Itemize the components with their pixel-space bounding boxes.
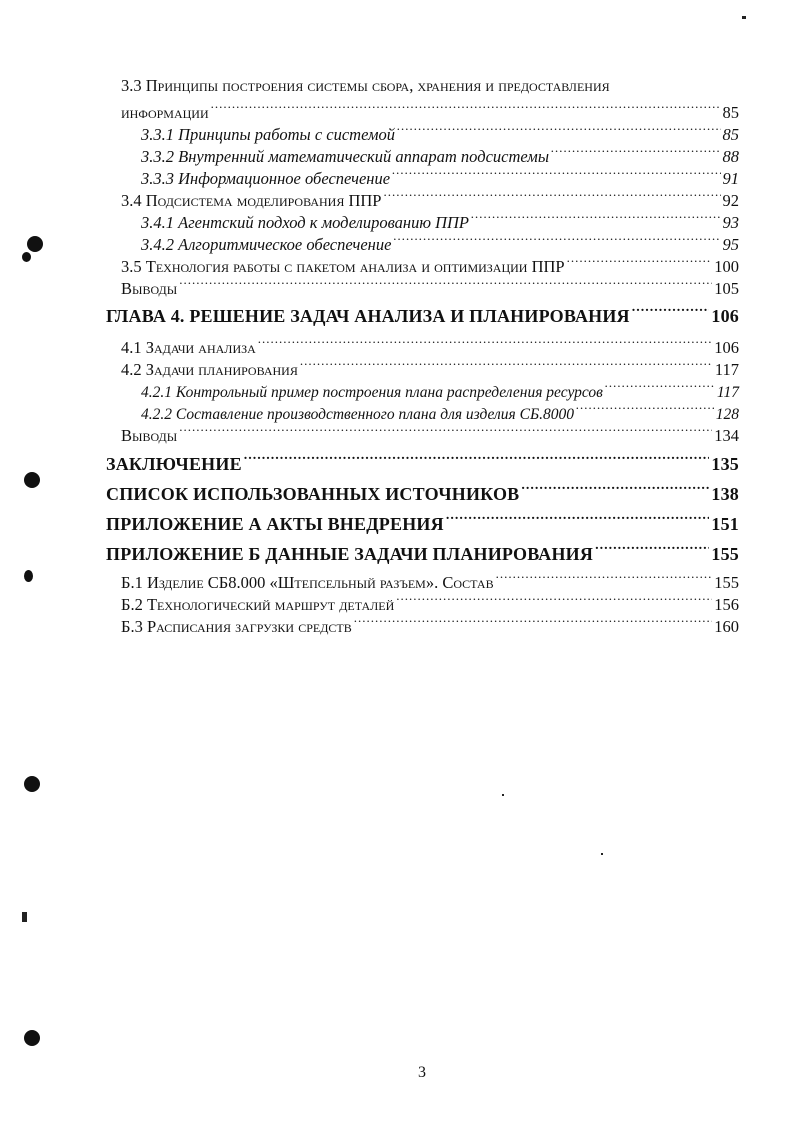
scan-speck (24, 570, 33, 582)
toc-entry-label: Б.3 Расписания загрузки средств (121, 617, 352, 636)
toc-entry-label: ЗАКЛЮЧЕНИЕ (106, 454, 242, 474)
dot-leader (354, 612, 712, 632)
toc-references (106, 480, 739, 504)
toc-page-number: 92 (722, 191, 739, 210)
dot-leader (179, 421, 712, 441)
toc-entry-label: Выводы (121, 426, 178, 445)
toc-page-number: 117 (716, 384, 739, 401)
dot-leader (595, 540, 709, 560)
toc-page-number: 135 (711, 454, 739, 474)
dot-leader (179, 274, 712, 294)
toc-entry-label: 3.3.2 Внутренний математический аппарат подсистемы (141, 147, 549, 166)
toc-chapter-4 (106, 302, 739, 326)
dot-leader (605, 377, 715, 397)
toc-page-number: 105 (714, 279, 739, 298)
toc-entry-label: ГЛАВА 4. РЕШЕНИЕ ЗАДАЧ АНАЛИЗА И ПЛАНИРОВАНИЯ (106, 306, 630, 326)
scan-speck (742, 16, 746, 19)
toc-page-number: 134 (714, 426, 739, 445)
scan-speck (601, 853, 603, 855)
scan-speck (22, 912, 27, 922)
toc-page-number: 160 (714, 617, 739, 636)
dot-leader (392, 164, 720, 184)
binder-hole-mark (24, 1030, 40, 1046)
toc-entry-label: ПРИЛОЖЕНИЕ А АКТЫ ВНЕДРЕНИЯ (106, 514, 444, 534)
dot-leader (393, 230, 720, 250)
toc-entry-label: 3.3.3 Информационное обеспечение (141, 169, 391, 188)
toc-entry-label: 4.1 Задачи анализа (121, 338, 256, 357)
toc-entry-label: 3.4 Подсистема моделирования ППР (121, 191, 382, 210)
dot-leader (446, 510, 710, 530)
toc-page-number: 155 (711, 544, 739, 564)
toc-entry-label: Б.1 Изделие СБ8.000 «Штепсельный разъем». Состав (121, 573, 494, 592)
toc-page-number: 95 (722, 235, 739, 254)
toc-entry-3-3 (121, 76, 739, 96)
dot-leader (258, 333, 712, 353)
toc-page-number: 85 (722, 125, 739, 144)
dot-leader (211, 98, 721, 118)
binder-hole-mark (24, 472, 40, 488)
toc-entry-label: 4.2 Задачи планирования (121, 360, 298, 379)
toc-entry-b3 (121, 612, 739, 637)
scan-speck (22, 252, 31, 262)
toc-entry-label: Выводы (121, 279, 178, 298)
toc-conclusion (106, 450, 739, 474)
dot-leader (396, 590, 712, 610)
toc-entry-4-conclusions (121, 421, 739, 446)
toc-page-number: 128 (715, 406, 739, 423)
toc-appendix-a (106, 510, 739, 534)
toc-entry-3-conclusions (121, 274, 739, 299)
toc-page-number: 88 (722, 147, 739, 166)
toc-page-number: 91 (722, 169, 739, 188)
toc-page-number: 155 (714, 573, 739, 592)
toc-entry-label: информации (121, 103, 209, 122)
toc-entry-label: 4.2.1 Контрольный пример построения плана распределения ресурсов (141, 384, 603, 401)
dot-leader (576, 399, 714, 419)
toc-page-number: 151 (711, 514, 739, 534)
toc-entry-label: 3.3 Принципы построения системы сбора, хранения и предоставления (121, 76, 610, 95)
toc-page-number: 106 (711, 306, 739, 326)
toc-entry-label: 3.4.1 Агентский подход к моделированию ППР (141, 213, 469, 232)
dot-leader (397, 120, 720, 140)
toc-page-number: 156 (714, 595, 739, 614)
toc-entry-label: 3.4.2 Алгоритмическое обеспечение (141, 235, 392, 254)
binder-hole-mark (27, 236, 43, 252)
toc-page-number: 100 (714, 257, 739, 276)
dot-leader (567, 252, 713, 272)
toc-page-number: 117 (714, 360, 739, 379)
dot-leader (551, 142, 721, 162)
toc-entry-label: ПРИЛОЖЕНИЕ Б ДАННЫЕ ЗАДАЧИ ПЛАНИРОВАНИЯ (106, 544, 594, 564)
toc-appendix-b (106, 540, 739, 564)
toc-entry-label: 3.3.1 Принципы работы с системой (141, 125, 396, 144)
dot-leader (383, 186, 720, 206)
dot-leader (496, 568, 713, 588)
binder-hole-mark (24, 776, 40, 792)
toc-page-number: 85 (722, 103, 739, 122)
scan-speck (502, 794, 504, 796)
toc-entry-label: СПИСОК ИСПОЛЬЗОВАННЫХ ИСТОЧНИКОВ (106, 484, 520, 504)
toc-entry-label: 4.2.2 Составление производственного плана для изделия СБ.8000 (141, 406, 574, 423)
toc-page-number: 138 (711, 484, 739, 504)
toc-entry-label: Б.2 Технологический маршрут деталей (121, 595, 395, 614)
dot-leader (521, 480, 709, 500)
dot-leader (244, 450, 710, 470)
dot-leader (632, 302, 710, 322)
dot-leader (471, 208, 721, 228)
page-number: 3 (418, 1064, 426, 1081)
toc-page-number: 93 (722, 213, 739, 232)
toc-entry-label: 3.5 Технология работы с пакетом анализа и оптимизации ППР (121, 257, 565, 276)
toc-page-number: 106 (714, 338, 739, 357)
dot-leader (300, 355, 713, 375)
